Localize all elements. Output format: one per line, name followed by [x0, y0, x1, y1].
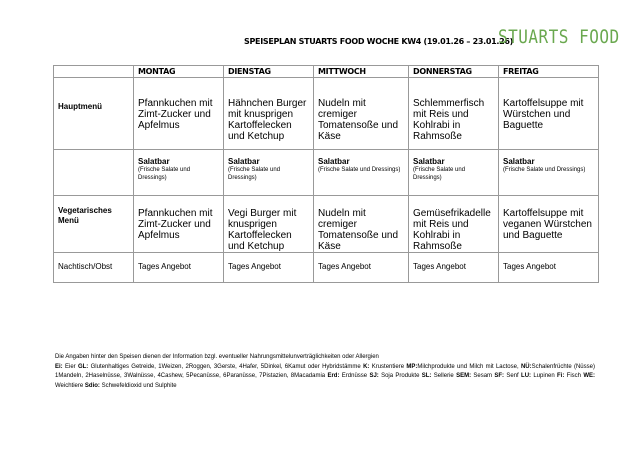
- empty-cell: [54, 150, 134, 196]
- veg-menu-row: [54, 196, 599, 253]
- day-header: MONTAG: [134, 66, 224, 78]
- main-menu-row: [54, 78, 599, 150]
- dessert-cell: Tages Angebot: [409, 253, 499, 283]
- allergen-legend: Ei: Eier GL: Glutenhaltiges Getreide, 1Weizen, 2Roggen, 3Gerste, 4Hafer, 5Dinkel, 6Kamut oder Hybridstämme K: Krustentiere MP:Milchprodukte und Milch mit Lactose, NÜ:Schalenfrüchte (Nüsse) 1Mandeln, 2Haselnüsse, 3Walnüsse, 4Cashew, 5Pecanüsse, 6Paranüsse, 7Pistazien, 8Macadamia Erd: Erdnüsse SJ: Soja Produkte SL: Sellerie SEM: Sesam SF: Senf LU: Lupinen Fi: Fisch WE: Weichtiere Sdio: Schwefeldioxid und Sulphite: [55, 363, 595, 389]
- row-label: Vegetarisches Menü: [54, 196, 134, 253]
- salad-cell: [134, 150, 224, 196]
- salad-cell: [409, 150, 499, 196]
- row-label: Nachtisch/Obst: [54, 253, 134, 283]
- salad-cell: [499, 150, 599, 196]
- page-title: SPEISEPLAN STUARTS FOOD WOCHE KW4 (19.01.26 – 23.01.26): [244, 37, 514, 46]
- allergen-footer: [55, 353, 595, 391]
- meal-cell: Nudeln mit cremiger Tomatensoße und Käse: [314, 196, 409, 253]
- salad-sub: (Frische Salate und Dressings): [503, 167, 586, 173]
- salad-sub: (Frische Salate und Dressings): [413, 167, 466, 181]
- empty-header: [54, 66, 134, 78]
- meal-cell: Hähnchen Burger mit knusprigen Kartoffelecken und Ketchup: [224, 78, 314, 150]
- dessert-cell: Tages Angebot: [314, 253, 409, 283]
- meal-cell: Pfannkuchen mit Zimt-Zucker und Apfelmus: [134, 196, 224, 253]
- day-header: DONNERSTAG: [409, 66, 499, 78]
- salad-sub: (Frische Salate und Dressings): [318, 167, 401, 173]
- dessert-cell: Tages Angebot: [224, 253, 314, 283]
- meal-cell: Gemüsefrikadelle mit Reis und Kohlrabi in Rahmsoße: [409, 196, 499, 253]
- stuarts-food-logo: STUARTS FOOD: [498, 25, 620, 48]
- salad-cell: [224, 150, 314, 196]
- dessert-cell: Tages Angebot: [134, 253, 224, 283]
- meal-cell: Nudeln mit cremiger Tomatensoße und Käse: [314, 78, 409, 150]
- row-label: Hauptmenü: [54, 78, 134, 150]
- salad-cell: [314, 150, 409, 196]
- day-header: DIENSTAG: [224, 66, 314, 78]
- salad-sub: (Frische Salate und Dressings): [138, 167, 191, 181]
- day-header: FREITAG: [499, 66, 599, 78]
- meal-cell: Pfannkuchen mit Zimt-Zucker und Apfelmus: [134, 78, 224, 150]
- meal-cell: Schlemmerfisch mit Reis und Kohlrabi in Rahmsoße: [409, 78, 499, 150]
- salad-title: Salatbar: [228, 157, 260, 166]
- header-row: [54, 66, 599, 78]
- salad-row: [54, 150, 599, 196]
- meal-cell: Kartoffelsuppe mit veganen Würstchen und Baguette: [499, 196, 599, 253]
- salad-sub: (Frische Salate und Dressings): [228, 167, 281, 181]
- menu-table: [53, 65, 599, 283]
- dessert-cell: Tages Angebot: [499, 253, 599, 283]
- salad-title: Salatbar: [503, 157, 535, 166]
- salad-title: Salatbar: [413, 157, 445, 166]
- meal-cell: Kartoffelsuppe mit Würstchen und Baguette: [499, 78, 599, 150]
- meal-cell: Vegi Burger mit knusprigen Kartoffelecken und Ketchup: [224, 196, 314, 253]
- footer-intro: Die Angaben hinter den Speisen dienen der Information bzgl. eventueller Nahrungsmittelunverträglichkeiten oder Allergien: [55, 354, 379, 360]
- salad-title: Salatbar: [138, 157, 170, 166]
- salad-title: Salatbar: [318, 157, 350, 166]
- dessert-row: [54, 253, 599, 283]
- day-header: MITTWOCH: [314, 66, 409, 78]
